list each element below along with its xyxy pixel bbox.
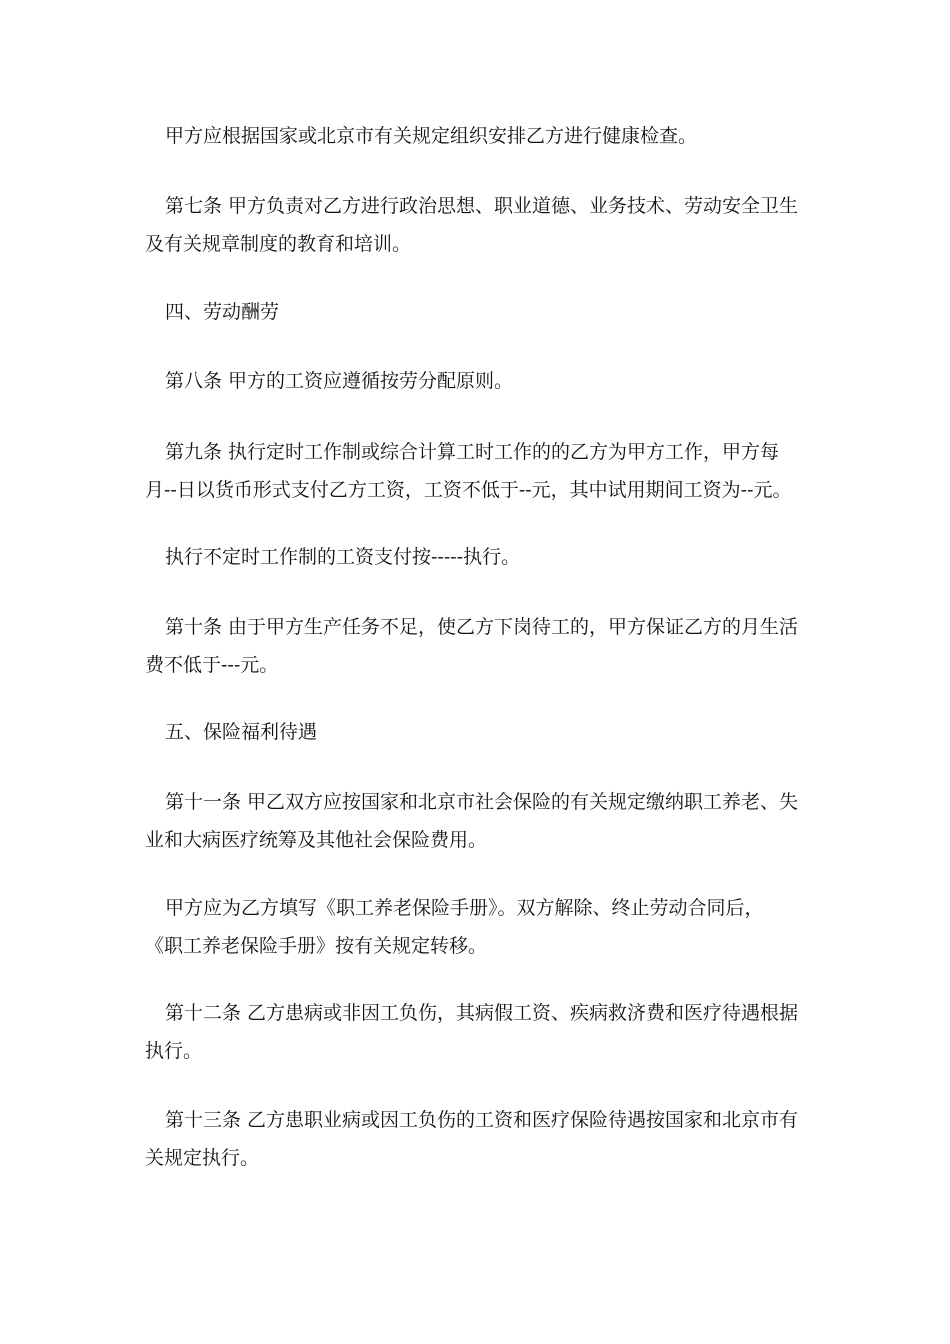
text-line: 第九条 执行定时工作制或综合计算工时工作的的乙方为甲方工作，甲方每 [165, 441, 780, 463]
text-line: 甲方应为乙方填写《职工养老保险手册》。双方解除、终止劳动合同后， [165, 897, 764, 919]
text-line: 第七条 甲方负责对乙方进行政治思想、职业道德、业务技术、劳动安全卫生 [165, 195, 799, 217]
text-line: 执行。 [145, 1040, 203, 1062]
paragraph-article-10 [145, 608, 815, 684]
text-line: 费不低于---元。 [145, 654, 279, 676]
paragraph-article-13 [145, 1101, 815, 1177]
text-line: 第十一条 甲乙双方应按国家和北京市社会保险的有关规定缴纳职工养老、失 [165, 791, 799, 813]
text-line: 第十二条 乙方患病或非因工负伤，其病假工资、疾病救济费和医疗待遇根据 [165, 1002, 799, 1024]
paragraph-article-12 [145, 994, 815, 1070]
text-line: 甲方应根据国家或北京市有关规定组织安排乙方进行健康检查。 [165, 125, 698, 147]
text-line: 及有关规章制度的教育和培训。 [145, 233, 412, 255]
text-line: 《职工养老保险手册》按有关规定转移。 [145, 935, 488, 957]
paragraph-article-9 [145, 433, 815, 509]
text-line: 第十三条 乙方患职业病或因工负伤的工资和医疗保险待遇按国家和北京市有 [165, 1109, 799, 1131]
paragraph-article-7 [145, 187, 815, 263]
paragraph-article-8 [145, 362, 815, 400]
text-line: 关规定执行。 [145, 1147, 260, 1169]
text-line: 五、保险福利待遇 [165, 721, 318, 743]
paragraph-article-11 [145, 783, 815, 859]
text-line: 执行不定时工作制的工资支付按-----执行。 [165, 546, 521, 568]
text-line: 第八条 甲方的工资应遵循按劳分配原则。 [165, 370, 514, 392]
paragraph-pension-handbook [145, 889, 815, 965]
text-line: 第十条 由于甲方生产任务不足，使乙方下岗待工的，甲方保证乙方的月生活 [165, 616, 799, 638]
section-heading-remuneration [145, 293, 815, 331]
paragraph-health-check [145, 117, 815, 155]
paragraph-non-fixed-hours [145, 538, 815, 576]
section-heading-insurance [145, 713, 815, 751]
text-line: 四、劳动酬劳 [165, 301, 280, 323]
text-line: 业和大病医疗统筹及其他社会保险费用。 [145, 829, 488, 851]
text-line: 月--日以货币形式支付乙方工资，工资不低于--元，其中试用期间工资为--元。 [145, 479, 792, 501]
